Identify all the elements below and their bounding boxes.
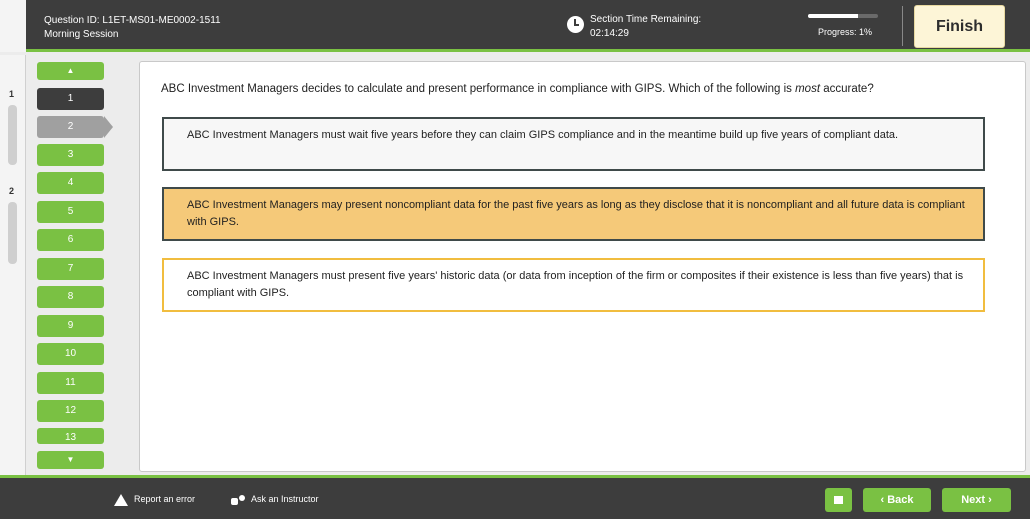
nav-question-12[interactable]: 12 <box>37 400 104 422</box>
stem-emphasis: most <box>795 83 821 95</box>
section-scroll-2[interactable] <box>8 202 17 264</box>
nav-question-9[interactable]: 9 <box>37 315 104 337</box>
report-error-button[interactable] <box>114 492 195 506</box>
nav-question-10[interactable]: 10 <box>37 343 104 365</box>
nav-question-4[interactable]: 4 <box>37 172 104 194</box>
flag-icon <box>834 496 843 504</box>
warning-icon <box>114 494 128 506</box>
nav-question-3[interactable]: 3 <box>37 144 104 166</box>
instructor-icon <box>231 495 245 505</box>
nav-question-2[interactable]: 2 <box>37 116 104 138</box>
report-error-label: Report an error <box>134 494 196 504</box>
answer-option-b[interactable]: ABC Investment Managers may present noncompliant data for the past five years as long as they disclose that it is noncompliant and all future data is compliant with GIPS. <box>162 187 985 241</box>
finish-button[interactable]: Finish <box>914 5 1005 48</box>
nav-question-6[interactable]: 6 <box>37 229 104 251</box>
answer-option-c[interactable]: ABC Investment Managers must present five years' historic data (or data from inception of the firm or composites if their existence is less than five years) that is compliant with GIPS. <box>162 258 985 312</box>
progress-indicator <box>808 14 882 37</box>
next-label: Next <box>961 494 986 506</box>
ask-instructor-label: Ask an Instructor <box>251 494 319 504</box>
nav-question-1[interactable]: 1 <box>37 88 104 110</box>
chevron-left-icon: ‹ <box>880 494 885 506</box>
session-name: Morning Session <box>44 29 119 40</box>
nav-question-7[interactable]: 7 <box>37 258 104 280</box>
ask-instructor-button[interactable] <box>231 492 319 506</box>
progress-value: 1% <box>858 27 872 37</box>
nav-up-button[interactable]: ▲ <box>37 62 104 80</box>
bottom-bar <box>0 475 1030 519</box>
header-divider <box>902 6 903 46</box>
top-bar-corner <box>0 0 26 52</box>
section-number-2[interactable]: 2 <box>9 186 15 196</box>
section-strip <box>0 55 26 475</box>
progress-fill <box>808 14 858 18</box>
section-scroll-1[interactable] <box>8 105 17 165</box>
nav-question-13[interactable]: 13 <box>37 428 104 444</box>
nav-down-button[interactable]: ▼ <box>37 451 104 469</box>
flag-button[interactable] <box>825 488 852 512</box>
clock-icon <box>567 16 584 33</box>
progress-label: Progress: 1% <box>817 27 872 37</box>
section-number-1[interactable]: 1 <box>9 89 15 99</box>
timer-label: Section Time Remaining: <box>590 14 702 25</box>
nav-question-11[interactable]: 11 <box>37 372 104 394</box>
chevron-right-icon: › <box>988 494 992 506</box>
progress-track <box>808 14 878 18</box>
question-stem: ABC Investment Managers decides to calculate and present performance in compliance with GIPS. Which of the following is most accurate? <box>161 83 874 95</box>
question-id: Question ID: L1ET-MS01-ME0002-1511 <box>44 15 221 26</box>
next-button[interactable] <box>942 488 1011 512</box>
nav-question-8[interactable]: 8 <box>37 286 104 308</box>
question-id-block <box>44 14 221 42</box>
nav-question-5[interactable]: 5 <box>37 201 104 223</box>
answer-option-a[interactable]: ABC Investment Managers must wait five years before they can claim GIPS compliance and in the meantime build up five years of compliant data. <box>162 117 985 171</box>
top-bar <box>0 0 1030 52</box>
timer-value: 02:14:29 <box>590 28 629 39</box>
back-button[interactable] <box>863 488 931 512</box>
back-label: Back <box>887 494 914 506</box>
question-panel <box>139 61 1026 472</box>
